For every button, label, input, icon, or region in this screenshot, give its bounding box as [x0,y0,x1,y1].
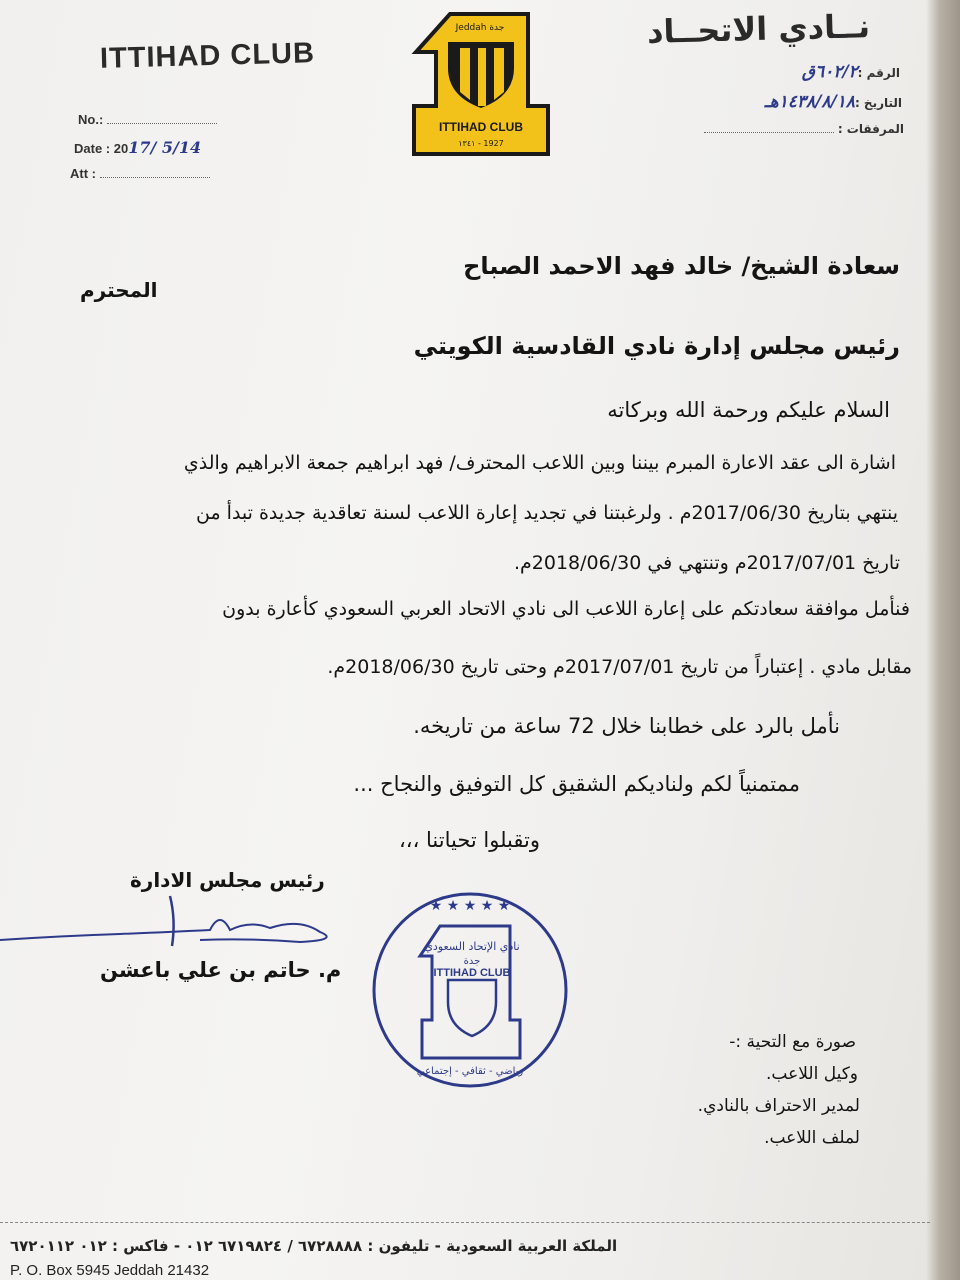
date-label-ar: التاريخ : [854,96,902,110]
svg-text:★ ★ ★ ★ ★: ★ ★ ★ ★ ★ [429,898,511,914]
paragraph2-line1: فنأمل موافقة سعادتكم على إعارة اللاعب الى نادي الاتحاد العربي السعودي كأعارة بدون [222,598,910,620]
date-value: 17/ 5/14 [128,138,202,157]
paragraph2-line2: مقابل مادي . إعتباراً من تاريخ 2017/07/01م وحتى تاريخ 2018/06/30م. [327,656,912,678]
paragraph1-line3: تاريخ 2017/07/01م وتنتهي في 2018/06/30م. [513,552,900,574]
paragraph1-line1: اشارة الى عقد الاعارة المبرم بيننا وبين اللاعب المحترف/ فهد ابراهيم جمعة الابراهيم والذي [183,452,896,474]
greeting: السلام عليكم ورحمة الله وبركاته [607,398,890,422]
club-name-arabic: نــادي الاتحــاد [646,7,871,51]
copy-item-1: وكيل اللاعب. [766,1064,858,1084]
attachments-field-ar [704,122,904,136]
date-field-ar [765,92,902,112]
date-label: Date : 20 [74,141,129,156]
copy-item-2: لمدير الاحتراف بالنادي. [697,1096,860,1116]
paragraph1-line2: ينتهي بتاريخ 2017/06/30م . ولرغبتنا في تجديد إعارة اللاعب لسنة تعاقدية جديدة تبدأ من [195,502,898,524]
wishes: ممتمنياً لكم ولناديكم الشقيق كل التوفيق والنجاح ... [353,772,800,796]
recipient-line2: رئيس مجلس إدارة نادي القادسية الكويتي [413,332,900,360]
no-field [78,112,217,127]
stamp-city: جدة [463,956,481,967]
logo-city: Jeddah جدة [455,23,505,33]
logo-years: ١٣٤١ - 1927 [458,139,504,148]
att-label: Att : [70,166,96,181]
footer-divider [0,1222,930,1223]
signature-name: م. حاتم بن علي باعشن [100,958,342,982]
logo-club-ar: نادي الاتحاد [464,33,498,41]
logo-club-en: ITTIHAD CLUB [439,120,523,134]
footer-address-en: P. O. Box 5945 Jeddah 21432 [10,1262,210,1279]
stamp-text-ar: نادي الإتحاد السعودي [424,940,520,953]
recipient-line1: سعادة الشيخ/ خالد فهد الاحمد الصباح [463,252,900,280]
stamp-club-en: ITTIHAD CLUB [433,967,511,979]
stamp-bottom-ar: رياضي - ثقافي - إجتماعي [416,1066,524,1077]
footer-contact-ar: الملكة العربية السعودية - تليفون : ٦٧٢٨٨٨٨ / ٦٧١٩٨٢٤ ٠١٢ - فاكس : ٠١٢ ٦٧٢٠١١٢ [10,1237,618,1255]
club-name-english: ITTIHAD CLUB [99,37,316,75]
copy-item-3: لملف اللاعب. [764,1128,860,1148]
closing: وتقبلوا تحياتنا ،،، [399,828,540,852]
no-label: No.: [78,112,104,127]
attachments-label-ar: المرفقات : [837,122,904,136]
number-field-ar [802,62,900,82]
ittihad-logo [410,8,552,156]
club-stamp [370,890,570,1090]
date-field [74,138,201,157]
number-label-ar: الرقم : [857,66,900,80]
att-field [70,166,210,181]
number-value-ar: ٦٠٢/٢ق [801,62,858,82]
reply-request: نأمل بالرد على خطابنا خلال 72 ساعة من تاريخه. [413,714,840,738]
signature-scribble [0,890,360,960]
signature-title: رئيس مجلس الادارة [130,868,325,892]
page-shadow-edge [926,0,960,1280]
copies-title: صورة مع التحية :- [729,1032,856,1052]
recipient-honorific: المحترم [80,278,158,302]
date-value-ar: ١٤٣٨/٨/١٨هـ [764,92,855,112]
